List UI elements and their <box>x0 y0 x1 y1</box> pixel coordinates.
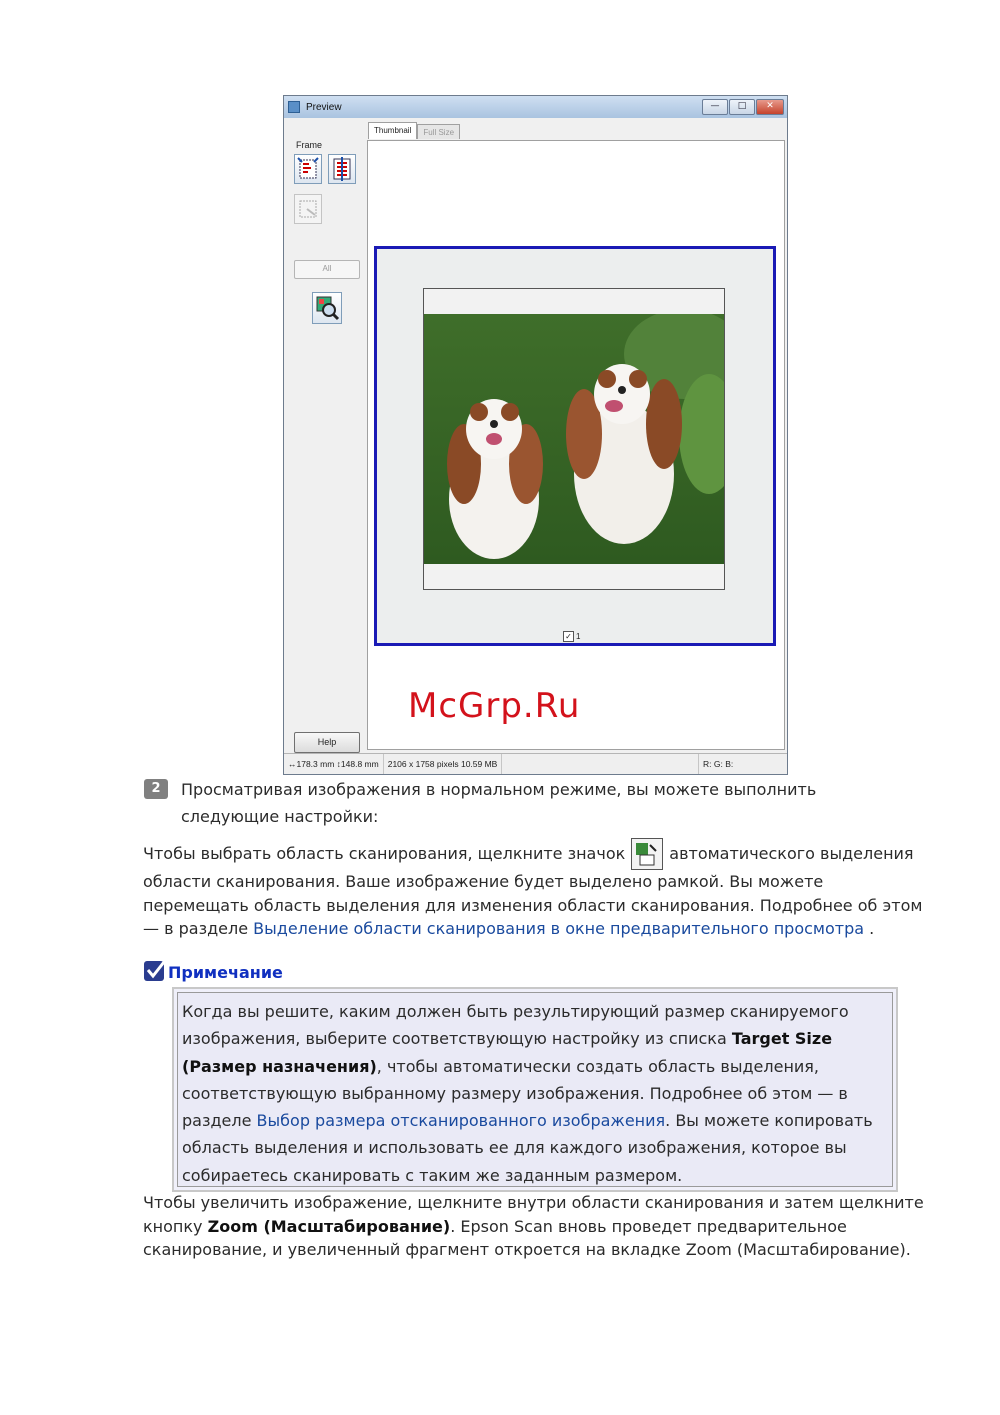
note-check-icon <box>143 960 167 982</box>
dogs-photo <box>424 314 724 564</box>
delete-marquee-button[interactable] <box>294 194 322 224</box>
status-width: ↔178.3 mm ↕148.8 mm <box>284 754 384 774</box>
app-icon <box>288 101 300 113</box>
all-button[interactable]: All <box>294 260 360 279</box>
left-toolbar <box>286 120 364 750</box>
preview-tabs <box>368 122 460 139</box>
paragraph-zoom: Чтобы увеличить изображение, щелкните внутри области сканирования и затем щелкните кнопку Zoom (Масштабирование). Epson Scan вновь проведет предварительное сканирование, и увеличенный фрагмент откроется на вкладке Zoom (Масштабирование). <box>143 1193 924 1259</box>
delete-marquee-icon <box>295 195 321 223</box>
help-button[interactable]: Help <box>294 732 360 753</box>
multi-frame-icon <box>329 155 355 183</box>
zoom-icon <box>313 293 341 323</box>
preview-area[interactable] <box>367 140 785 750</box>
close-button[interactable]: ✕ <box>756 99 784 115</box>
tab-full-size[interactable]: Full Size <box>417 124 460 139</box>
image-type-button[interactable] <box>328 154 356 184</box>
note-title: Примечание <box>168 963 283 982</box>
step-number: 2 <box>144 779 168 799</box>
auto-locate-button[interactable] <box>294 154 322 184</box>
zoom-button[interactable] <box>312 292 342 324</box>
preview-window <box>283 95 788 775</box>
auto-locate-icon <box>295 155 321 183</box>
status-info: 2106 x 1758 pixels 10.59 MB <box>384 754 503 774</box>
title-bar <box>284 96 787 118</box>
note-text: Когда вы решите, каким должен быть результирующий размер сканируемого изображения, выберите соответствующую настройку из списка Target Size (Размер назначения), чтобы автоматически создать область выделения, соответствующую выбранному размеру изображения. Подробнее об этом — в разделе Выбор размера отсканированного изображения. Вы можете копировать область выделения и использовать ее для каждого изображения, которое вы собираетесь сканировать с таким же заданным размером. <box>182 1002 873 1185</box>
link-select-scan-area[interactable]: Выделение области сканирования в окне предварительного просмотра <box>253 919 865 938</box>
tab-thumbnail[interactable]: Thumbnail <box>368 122 417 139</box>
status-bar <box>284 753 787 774</box>
window-title: Preview <box>306 101 342 113</box>
watermark: McGrp.Ru <box>408 686 581 726</box>
note-box <box>172 987 898 1192</box>
frame-label: Frame <box>296 140 323 150</box>
status-rgb: R: G: B: <box>698 754 787 774</box>
thumbnail-frame[interactable] <box>423 288 725 590</box>
auto-locate-inline-icon <box>631 838 663 870</box>
frame-select[interactable] <box>563 631 580 642</box>
maximize-button[interactable]: □ <box>729 99 755 115</box>
selection-marquee[interactable] <box>374 246 776 646</box>
minimize-button[interactable]: — <box>702 99 728 115</box>
step-text: Просматривая изображения в нормальном режиме, вы можете выполнить следующие настройки: <box>181 780 817 826</box>
frame-checkbox[interactable]: ✓ <box>563 631 574 642</box>
link-target-size[interactable]: Выбор размера отсканированного изображения <box>256 1111 666 1131</box>
note-header <box>143 960 283 982</box>
frame-number: 1 <box>576 632 581 641</box>
paragraph-auto-locate: Чтобы выбрать область сканирования, щелкните значок автоматического выделения области сканирования. Ваше изображение будет выделено рамкой. Вы можете перемещать область выделения для изменения области сканирования. Подробнее об этом — в разделе Выделение области сканирования в окне предварительного просмотра . <box>143 838 933 941</box>
